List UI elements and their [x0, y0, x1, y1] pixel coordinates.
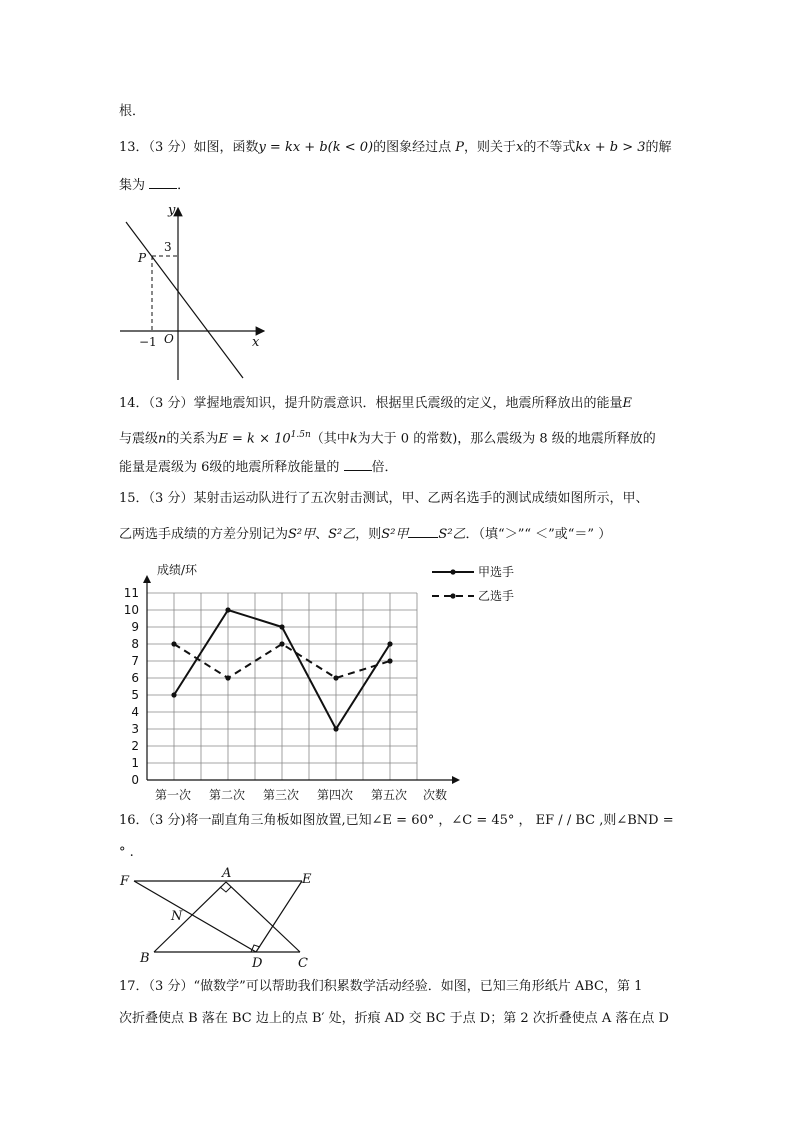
series-1-point	[225, 607, 230, 612]
q13-figure	[112, 200, 272, 385]
legend-label-1: 甲选手	[478, 565, 515, 579]
q14-exponent: 1.5n	[290, 430, 311, 440]
y-tick-label: 4	[131, 705, 139, 719]
series-2-point	[333, 675, 338, 680]
series-1-point	[171, 692, 176, 697]
point-p-label: P	[138, 251, 147, 265]
q14-mid: 的关系为	[166, 431, 219, 447]
x-tick-label: 第五次	[370, 788, 408, 802]
label-D: D	[252, 956, 263, 971]
q14-post2: 为大于 0 的常数)，那么震级为 8 级的地震所释放的	[357, 431, 656, 447]
q15-line2	[119, 525, 611, 544]
q16-line1: 16．（3 分)将一副直角三角板如图放置,已知∠E = 60° ，∠C = 45° ， EF / / BC ,则∠BND =	[119, 813, 674, 828]
q12-tail: 根．	[119, 104, 146, 119]
q15-s-yi-2: S²乙	[438, 527, 466, 542]
series-1-point	[279, 624, 284, 629]
y-tick-label: 8	[131, 637, 139, 651]
y-tick-label: 0	[131, 773, 139, 787]
series-1-point	[387, 641, 392, 646]
origin-label: O	[164, 332, 174, 346]
q13-function: y = kx + b(k < 0)	[258, 140, 374, 155]
x-tick-label: 第一次	[154, 788, 192, 802]
q15-line1: 15．（3 分）某射击运动队进行了五次射击测试，甲、乙两名选手的测试成绩如图所示，甲、	[119, 491, 649, 506]
line-BA	[154, 882, 226, 952]
x-axis-title: 次数	[422, 788, 448, 802]
q14-pre: 与震级	[119, 431, 159, 447]
q13-answer-prefix: 集为	[119, 178, 146, 193]
y-tick-label: 7	[131, 654, 139, 668]
series-2-point	[225, 675, 230, 680]
function-line	[126, 222, 243, 378]
q15-mid: ，则	[355, 527, 382, 542]
q13-mid2: ，则关于	[464, 140, 517, 155]
y-tick-label: 3	[164, 240, 172, 254]
q14-line1	[119, 395, 632, 413]
series-1-point	[333, 726, 338, 731]
q14-text1: 14．（3 分）掌握地震知识，提升防震意识．根据里氏震级的定义，地震所释放出的能量	[119, 396, 623, 411]
q15-s-jia: S²甲	[288, 527, 316, 542]
right-angle-A	[220, 887, 231, 892]
label-N: N	[171, 909, 183, 924]
q14-post: （其中	[310, 431, 350, 447]
q14-text3: 能量是震级为 6级的地震所释放能量的	[119, 460, 340, 475]
q15-sep: 、	[315, 527, 329, 542]
q13-mid3: 的不等式	[523, 140, 576, 155]
label-E: E	[302, 872, 312, 887]
y-axis-title: 成绩/环	[157, 563, 198, 577]
y-label: y	[168, 203, 176, 218]
x-label: x	[252, 335, 260, 350]
q14-line3	[119, 458, 398, 477]
y-axis-arrow	[143, 575, 151, 583]
y-tick-label: 2	[131, 739, 139, 753]
q16-figure	[112, 865, 322, 975]
y-tick-label: 5	[131, 688, 139, 702]
q13-answer-blank[interactable]	[149, 176, 177, 189]
q14-n: n	[158, 431, 167, 447]
label-C: C	[298, 956, 308, 971]
label-A: A	[222, 866, 232, 881]
q14-line2	[119, 426, 656, 448]
x-tick-label: −1	[139, 335, 157, 349]
series-2-point	[279, 641, 284, 646]
y-tick-label: 11	[123, 586, 139, 600]
label-B: B	[140, 951, 150, 966]
q15-pre: 乙两选手成绩的方差分别记为	[119, 527, 289, 542]
q13-var: x	[516, 140, 524, 155]
legend-label-2: 乙选手	[478, 589, 515, 603]
q13-inequality: kx + b > 3	[575, 140, 646, 155]
q15-s-jia-2: S²甲	[381, 527, 409, 542]
q13-post: 的解	[645, 140, 672, 155]
q15-post: ．（填“＞”“ ＜”或“＝” ）	[465, 527, 612, 542]
legend-marker-2	[450, 593, 455, 598]
q15-s-yi: S²乙	[328, 527, 356, 542]
q13-line1	[119, 139, 672, 157]
x-tick-label: 第三次	[262, 788, 300, 802]
q13-point: P	[455, 140, 464, 155]
q13-mid: 的图象经过点	[373, 140, 452, 155]
y-tick-label: 10	[123, 603, 139, 617]
q14-k: k	[349, 431, 358, 447]
y-tick-label: 6	[131, 671, 139, 685]
x-axis-arrow	[452, 776, 460, 784]
q14-text3-post: 倍．	[371, 460, 398, 475]
q13-prefix: 13．（3 分）如图，函数	[119, 140, 259, 155]
q14-formula: E = k × 10	[218, 431, 291, 447]
x-tick-label: 第四次	[316, 788, 354, 802]
q15-answer-blank[interactable]	[408, 525, 438, 538]
y-tick-label: 1	[131, 756, 139, 770]
q14-E: E	[622, 396, 632, 411]
x-tick-label: 第二次	[208, 788, 246, 802]
series-2-point	[387, 658, 392, 663]
q16-line2: ° .	[119, 845, 134, 860]
y-tick-label: 9	[131, 620, 139, 634]
line-FD	[134, 881, 256, 952]
legend-marker-1	[450, 569, 455, 574]
series-2-point	[171, 641, 176, 646]
q17-line1: 17．（3 分）“做数学”可以帮助我们积累数学活动经验．如图，已知三角形纸片 ABC，第 1	[119, 979, 643, 994]
q13-line2: 集为 ．	[119, 178, 191, 193]
label-F: F	[120, 874, 130, 889]
q17-line2: 次折叠使点 B 落在 BC 边上的点 B′ 处，折痕 AD 交 BC 于点 D；第 2 次折叠使点 A 落在点 D	[119, 1011, 669, 1026]
q15-line-chart	[110, 556, 515, 806]
y-tick-label: 3	[131, 722, 139, 736]
q14-answer-blank[interactable]	[344, 458, 372, 471]
